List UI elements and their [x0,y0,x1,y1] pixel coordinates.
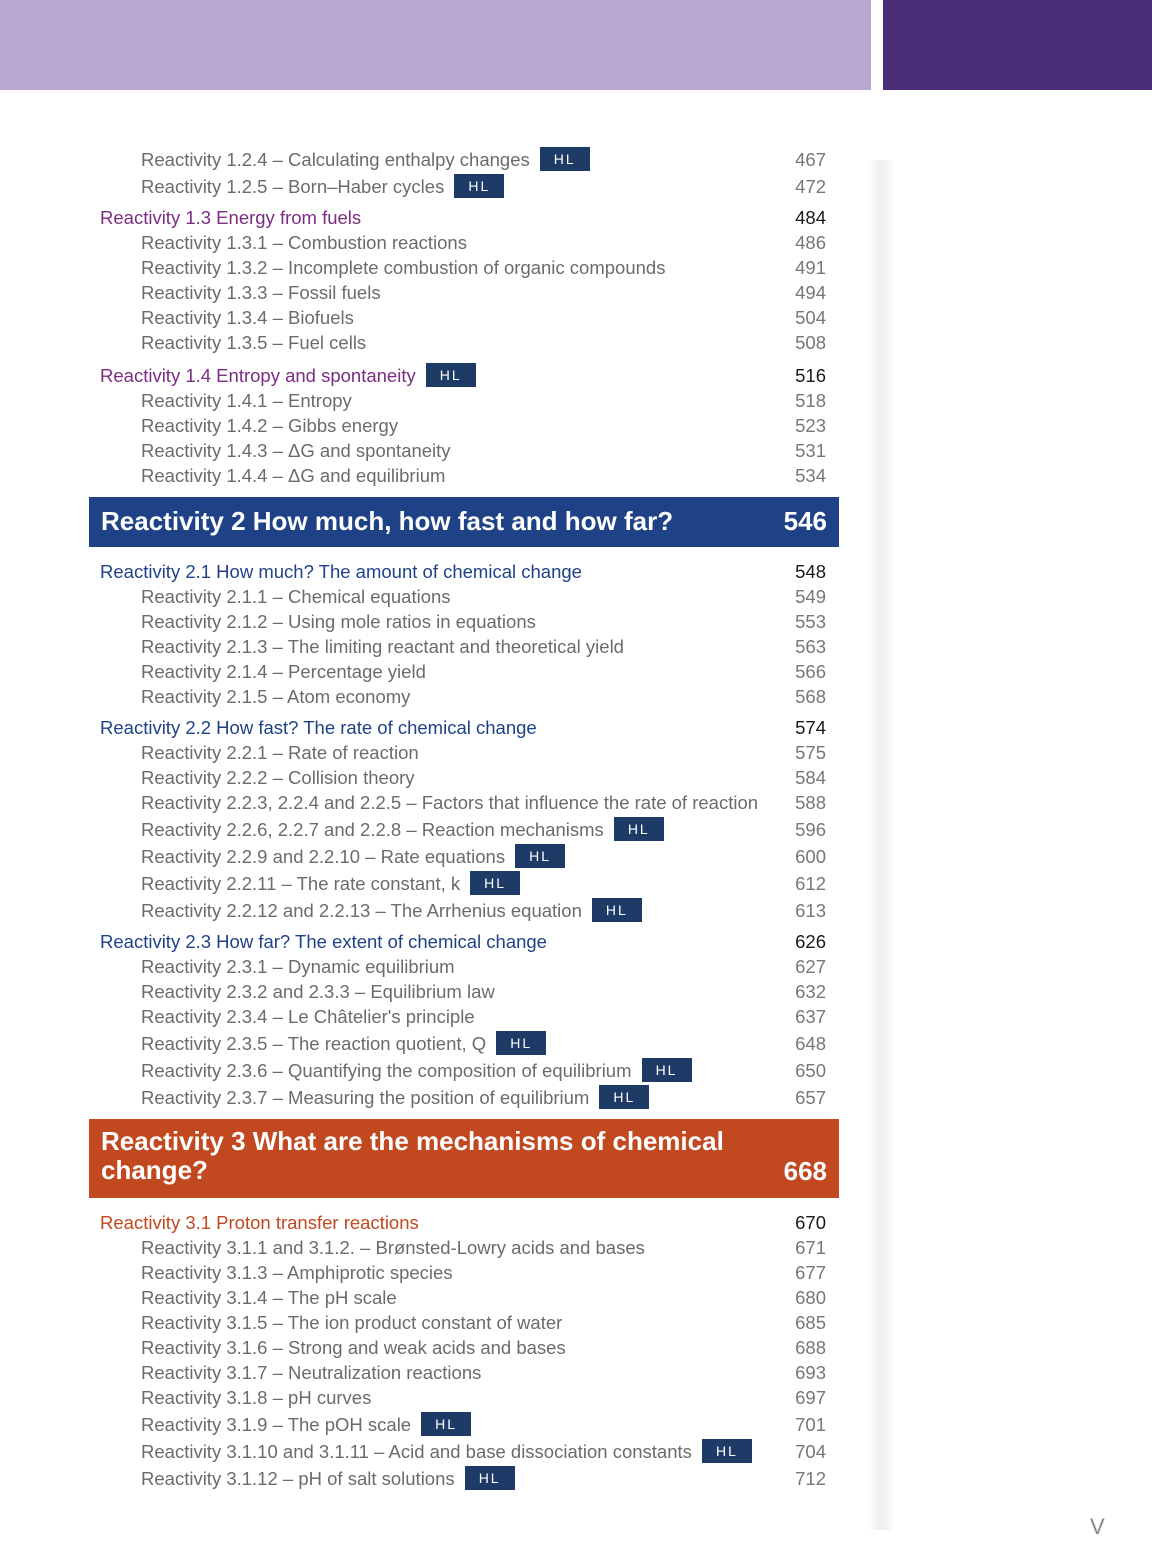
toc-entry-page: 491 [795,257,826,278]
toc-entry-row[interactable] [100,1058,826,1083]
toc-entry-row[interactable] [100,659,826,684]
toc-entry-row[interactable] [100,1085,826,1110]
toc-entry-page: 712 [795,1468,826,1489]
toc-entry-title: Reactivity 2.3.4 – Le Châtelier's principle [141,1006,475,1027]
page-edge-shadow [868,160,892,1530]
header-band-dark [883,0,1152,90]
toc-entry-page: 680 [795,1287,826,1308]
hl-badge: HL [496,1031,546,1055]
toc-entry-row[interactable] [100,1466,826,1491]
toc-entry-title: Reactivity 1.4 Entropy and spontaneity HL [100,363,476,389]
hl-badge: HL [426,363,476,387]
toc-entry-page: 704 [795,1441,826,1462]
toc-entry-page: 568 [795,686,826,707]
toc-entry-row[interactable] [100,790,826,815]
toc-entry-page: 657 [795,1087,826,1108]
toc-entry-title: Reactivity 1.4.3 – ΔG and spontaneity [141,440,451,461]
header-band-light [0,0,871,90]
toc-entry-row[interactable] [100,438,826,463]
toc-entry-page: 518 [795,390,826,411]
toc-entry-page: 693 [795,1362,826,1383]
toc-entry-page: 677 [795,1262,826,1283]
toc-entry-row[interactable] [100,230,826,255]
toc-section-row[interactable] [100,363,826,388]
toc-entry-row[interactable] [100,584,826,609]
toc-entry-title: Reactivity 2.1.2 – Using mole ratios in equations [141,611,536,632]
toc-entry-title: Reactivity 1.3.4 – Biofuels [141,307,354,328]
toc-entry-page: 486 [795,232,826,253]
hl-badge: HL [454,174,504,198]
toc-entry-page: 494 [795,282,826,303]
toc-entry-page: 531 [795,440,826,461]
toc-entry-title: Reactivity 2.1.3 – The limiting reactant and theoretical yield [141,636,624,657]
hl-badge: HL [702,1439,752,1463]
toc-entry-title: Reactivity 1.2.5 – Born–Haber cycles HL [141,174,504,200]
toc-entry-title: Reactivity 1.3.2 – Incomplete combustion of organic compounds [141,257,666,278]
toc-entry-page: 548 [795,561,826,582]
toc-entry-row[interactable] [100,463,826,488]
toc-entry-row[interactable] [100,1031,826,1056]
chapter-page: 668 [783,1156,827,1186]
toc-entry-page: 613 [795,900,826,921]
toc-entry-row[interactable] [100,174,826,199]
toc-entry-row[interactable] [100,954,826,979]
toc-entry-title: Reactivity 1.3 Energy from fuels [100,207,362,228]
hl-badge: HL [470,871,520,895]
toc-entry-row[interactable] [100,684,826,709]
hl-badge: HL [599,1085,649,1109]
hl-badge: HL [465,1466,515,1490]
toc-entry-title: Reactivity 2.3.1 – Dynamic equilibrium [141,956,455,977]
toc-entry-page: 596 [795,819,826,840]
page-number: V [1090,1514,1105,1539]
toc-entry-title: Reactivity 2.2.3, 2.2.4 and 2.2.5 – Factors that influence the rate of reaction [141,792,759,813]
hl-badge: HL [421,1412,471,1436]
toc-entry-title: Reactivity 1.3.1 – Combustion reactions [141,232,467,253]
toc-entry-row[interactable] [100,1385,826,1410]
toc-entry-page: 467 [795,149,826,170]
toc-entry-row[interactable] [100,1260,826,1285]
hl-badge: HL [642,1058,692,1082]
toc-entry-title: Reactivity 3.1.7 – Neutralization reactions [141,1362,482,1383]
toc-section-row[interactable] [100,929,826,954]
chapter-title: Reactivity 2 How much, how fast and how far? [101,506,674,536]
toc-entry-page: 523 [795,415,826,436]
toc-entry-row[interactable] [100,609,826,634]
toc-entry-page: 600 [795,846,826,867]
toc-entry-row[interactable] [100,765,826,790]
toc-section-row[interactable] [100,205,826,230]
toc-entry-title: Reactivity 2.3.5 – The reaction quotient, Q HL [141,1031,546,1057]
toc-entry-page: 626 [795,931,826,952]
toc-entry-row[interactable] [100,979,826,1004]
toc-entry-row[interactable] [100,844,826,869]
toc-entry-page: 697 [795,1387,826,1408]
chapter-title: Reactivity 3 What are the mechanisms of chemical change? [101,1126,724,1185]
toc-entry-page: 637 [795,1006,826,1027]
toc-entry-page: 688 [795,1337,826,1358]
toc-entry-page: 553 [795,611,826,632]
toc-section-row[interactable] [100,715,826,740]
toc-entry-row[interactable] [100,1412,826,1437]
toc-entry-title: Reactivity 3.1.6 – Strong and weak acids and bases [141,1337,566,1358]
toc-entry-title: Reactivity 1.4.2 – Gibbs energy [141,415,399,436]
hl-badge: HL [540,147,590,171]
toc-entry-page: 563 [795,636,826,657]
toc-entry-page: 472 [795,176,826,197]
toc-entry-row[interactable] [100,898,826,923]
toc-entry-page: 534 [795,465,826,486]
toc-entry-page: 632 [795,981,826,1002]
toc-entry-page: 574 [795,717,826,738]
toc-entry-page: 685 [795,1312,826,1333]
toc-entry-title: Reactivity 2.2.12 and 2.2.13 – The Arrhenius equation HL [141,898,642,924]
toc-entry-row[interactable] [100,255,826,280]
toc-entry-row[interactable] [100,413,826,438]
toc-entry-title: Reactivity 2.2.1 – Rate of reaction [141,742,419,763]
toc-entry-title: Reactivity 2.2.11 – The rate constant, k HL [141,871,520,897]
toc-entry-row[interactable] [100,305,826,330]
toc-section-row[interactable] [100,1210,826,1235]
chapter-banner-reactivity-3[interactable] [89,1119,839,1198]
toc-entry-page: 549 [795,586,826,607]
hl-badge: HL [614,817,664,841]
toc-entry-row[interactable] [100,330,826,355]
toc-entry-title: Reactivity 1.3.5 – Fuel cells [141,332,367,353]
toc-entry-title: Reactivity 2.2 How fast? The rate of chemical change [100,717,537,738]
toc-entry-page: 671 [795,1237,826,1258]
toc-entry-page: 612 [795,873,826,894]
toc-entry-title: Reactivity 3.1.5 – The ion product constant of water [141,1312,563,1333]
toc-entry-title: Reactivity 1.3.3 – Fossil fuels [141,282,381,303]
toc-entry-title: Reactivity 3.1.8 – pH curves [141,1387,372,1408]
toc-entry-row[interactable] [100,1310,826,1335]
toc-entry-title: Reactivity 3.1.12 – pH of salt solutions HL [141,1466,515,1492]
toc-entry-title: Reactivity 3.1.1 and 3.1.2. – Brønsted-Lowry acids and bases [141,1237,645,1258]
chapter-banner-reactivity-2[interactable] [89,497,839,547]
toc-entry-title: Reactivity 2.2.2 – Collision theory [141,767,415,788]
toc-entry-page: 648 [795,1033,826,1054]
toc-entry-title: Reactivity 3.1.9 – The pOH scale HL [141,1412,471,1438]
toc-entry-title: Reactivity 2.1.5 – Atom economy [141,686,411,707]
toc-entry-row[interactable] [100,871,826,896]
hl-badge: HL [515,844,565,868]
toc-entry-page: 508 [795,332,826,353]
toc-entry-row[interactable] [100,740,826,765]
toc-entry-page: 484 [795,207,826,228]
toc-entry-title: Reactivity 3.1.4 – The pH scale [141,1287,397,1308]
toc-entry-row[interactable] [100,1004,826,1029]
toc-entry-title: Reactivity 3.1.3 – Amphiprotic species [141,1262,453,1283]
toc-entry-title: Reactivity 3.1 Proton transfer reactions [100,1212,419,1233]
toc-entry-page: 516 [795,365,826,386]
toc-entry-title: Reactivity 2.2.9 and 2.2.10 – Rate equations HL [141,844,565,870]
toc-entry-title: Reactivity 1.4.1 – Entropy [141,390,352,411]
toc-entry-title: Reactivity 2.1 How much? The amount of chemical change [100,561,582,582]
toc-entry-row[interactable] [100,817,826,842]
toc-entry-row[interactable] [100,634,826,659]
toc-section-row[interactable] [100,559,826,584]
toc-entry-row[interactable] [100,1439,826,1464]
toc-entry-title: Reactivity 1.4.4 – ΔG and equilibrium [141,465,446,486]
hl-badge: HL [592,898,642,922]
toc-entry-title: Reactivity 2.3.2 and 2.3.3 – Equilibrium law [141,981,495,1002]
toc-entry-title: Reactivity 2.2.6, 2.2.7 and 2.2.8 – Reaction mechanisms HL [141,817,664,843]
toc-entry-page: 588 [795,792,826,813]
toc-entry-page: 504 [795,307,826,328]
toc-entry-title: Reactivity 2.3.7 – Measuring the position of equilibrium HL [141,1085,649,1111]
toc-entry-page: 575 [795,742,826,763]
toc-entry-row[interactable] [100,147,826,172]
toc-entry-title: Reactivity 2.1.1 – Chemical equations [141,586,451,607]
toc-entry-row[interactable] [100,280,826,305]
toc-entry-row[interactable] [100,1335,826,1360]
toc-entry-page: 670 [795,1212,826,1233]
chapter-page: 546 [783,506,827,536]
toc-entry-page: 584 [795,767,826,788]
toc-entry-title: Reactivity 1.2.4 – Calculating enthalpy changes HL [141,147,590,173]
toc-entry-title: Reactivity 2.1.4 – Percentage yield [141,661,426,682]
toc-entry-title: Reactivity 2.3.6 – Quantifying the composition of equilibrium HL [141,1058,692,1084]
toc-entry-page: 566 [795,661,826,682]
toc-entry-title: Reactivity 3.1.10 and 3.1.11 – Acid and base dissociation constants HL [141,1439,752,1465]
toc-entry-page: 650 [795,1060,826,1081]
toc-entry-page: 701 [795,1414,826,1435]
toc-entry-row[interactable] [100,1360,826,1385]
toc-entry-title: Reactivity 2.3 How far? The extent of chemical change [100,931,547,952]
toc-entry-row[interactable] [100,1235,826,1260]
toc-entry-row[interactable] [100,1285,826,1310]
toc-entry-page: 627 [795,956,826,977]
toc-entry-row[interactable] [100,388,826,413]
